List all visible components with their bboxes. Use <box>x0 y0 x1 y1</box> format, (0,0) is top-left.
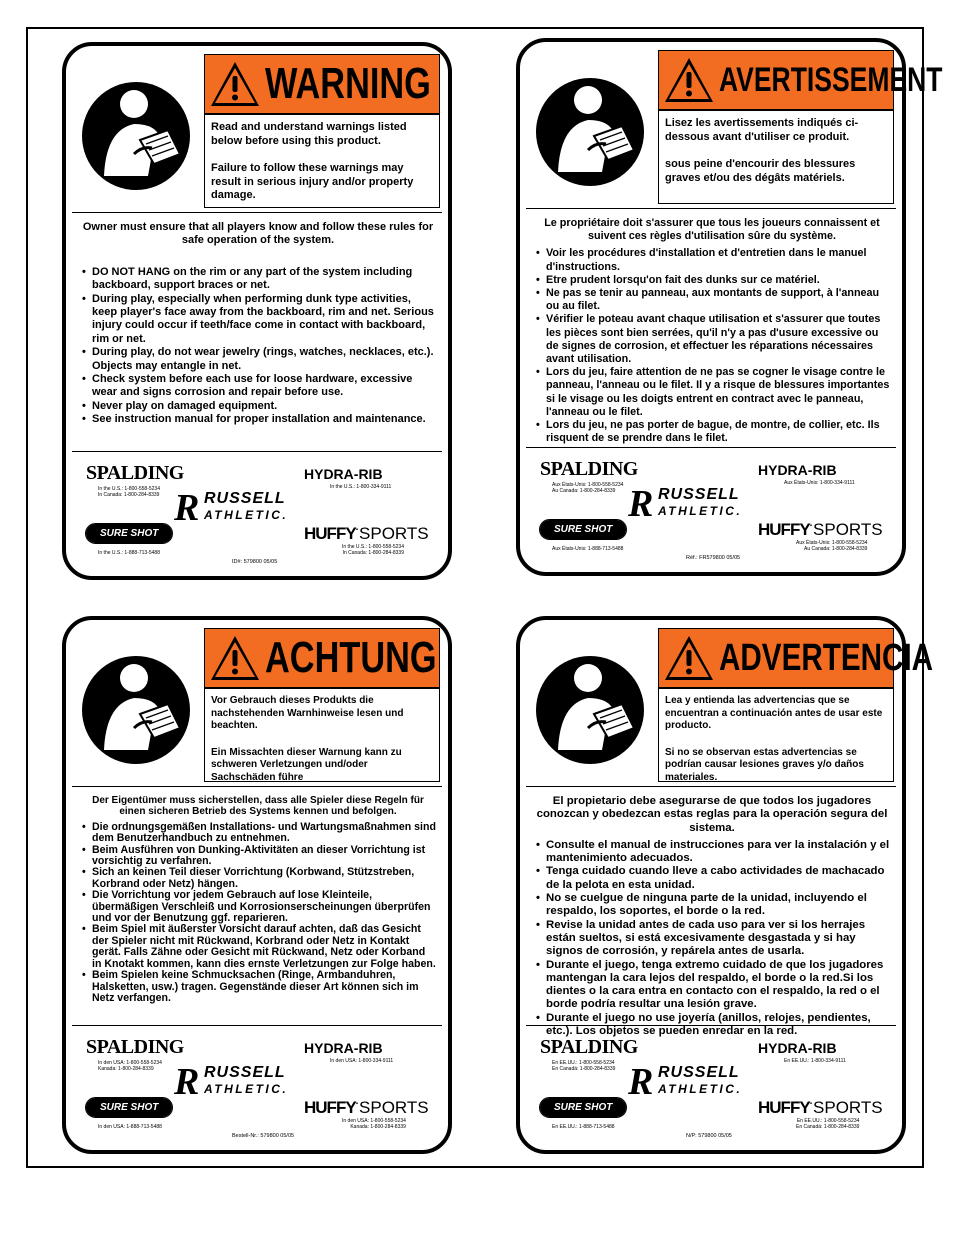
intro-paragraph: Lisez les avertissements indiqués ci-dessous avant d'utiliser ce produit. <box>665 117 859 143</box>
intro-paragraph: Lea y entienda las advertencias que se encuentran a continuación antes de usar este producto. <box>665 695 883 731</box>
rules-section <box>72 212 442 452</box>
rule-item: • See instruction manual for proper installation and maintenance. <box>80 413 436 426</box>
intro-paragraph: Read and understand warnings listed below before using this product. <box>211 121 407 147</box>
athletic-logo: ATHLETIC. <box>658 1082 743 1096</box>
brand-logos <box>72 1030 442 1144</box>
rule-item: • Beim Ausführen von Dunking-Aktivitäten an dieser Vorrichtung ist vorsichtig zu verfahren. <box>80 845 436 868</box>
rule-item: • During play, do not wear jewelry (rings, watches, necklaces, etc.). Objects may entangle in net. <box>80 346 436 373</box>
athletic-logo: ATHLETIC. <box>204 508 289 522</box>
spalding-logo: SPALDING <box>540 1036 638 1058</box>
intro-text <box>204 114 440 208</box>
brand-logos <box>72 456 442 570</box>
rule-item: • Durante el juego, tenga extremo cuidado de que los jugadores mantengan la cara lejos del respaldo, el borde o la red.Si los dientes o la cara entra en contacto con el respaldo, la red o el borde podría resultar una lesión grave. <box>534 959 890 1012</box>
huffy-phone: En EE.UU.: 1-800-558-5234 En Canadá: 1-800-284-8339 <box>796 1118 860 1130</box>
huffy-sports-logo: HUFFY·SPORTS <box>758 1098 883 1117</box>
russell-r-logo: R <box>174 1061 200 1103</box>
athletic-logo: ATHLETIC. <box>204 1082 289 1096</box>
sure-shot-logo: SURE SHOT <box>540 1098 626 1117</box>
part-number: N/P: 579800 05/05 <box>686 1133 732 1139</box>
rule-item: • DO NOT HANG on the rim or any part of the system including backboard, support braces or net. <box>80 266 436 293</box>
label-header <box>204 628 440 688</box>
athletic-logo: ATHLETIC. <box>658 504 743 518</box>
hydra-rib-phone: In den USA: 1-800-334-9111 <box>330 1058 394 1064</box>
rule-item: • Etre prudent lorsqu'on fait des dunks sur ce matériel. <box>534 274 890 287</box>
rule-item: • Sich an keinen Teil dieser Vorrichtung (Korbwand, Stützstreben, Korbrand oder Netz) hängen. <box>80 867 436 890</box>
russell-logo: RUSSELL <box>658 1064 740 1081</box>
rules-lead: Owner must ensure that all players know and follow these rules for safe operation of the system. <box>82 221 434 247</box>
sure-shot-phone: En EE.UU.: 1-888-713-5488 <box>552 1124 615 1130</box>
rule-item: • Lors du jeu, faire attention de ne pas se cogner le visage contre le panneau, l'anneau ou le filet. Il y a risque de blessures importantes si le visage ou les doigts entrent en contract avec le panneau, l'anneau ou le filet. <box>534 366 890 419</box>
rules-section <box>526 786 896 1038</box>
rules-section <box>526 208 896 448</box>
hydra-rib-phone: En EE.UU.: 1-800-334-9111 <box>784 1058 846 1064</box>
label-title: AVERTISSEMENT <box>719 61 943 99</box>
huffy-phone: Aux États-Unis: 1-800-558-5234 Au Canada: 1-800-284-8339 <box>796 540 868 552</box>
warning-label-1 <box>516 38 943 576</box>
part-number: ID#: 579800 05/05 <box>232 559 278 565</box>
sure-shot-logo: SURE SHOT <box>86 1098 172 1117</box>
spalding-phone: En EE.UU.: 1-800-558-5234 En Canadá: 1-800-284-8339 <box>552 1060 616 1072</box>
russell-logo: RUSSELL <box>204 1064 286 1081</box>
rules-list <box>80 822 436 1005</box>
read-manual-icon <box>76 54 200 206</box>
hydra-rib-logo: HYDRA-RIB <box>304 1040 383 1056</box>
rule-item: • During play, especially when performing dunk type activities, keep player's face away from the backboard, rim and net. Serious injury could occur if teeth/face come in contact with backboard, rim or net. <box>80 293 436 347</box>
part-number: Réf.: FR579800 05/05 <box>686 555 741 561</box>
read-manual-icon <box>530 50 654 202</box>
rule-item: • Voir les procédures d'installation et d'entretien dans le manuel d'instructions. <box>534 247 890 273</box>
hydra-rib-logo: HYDRA-RIB <box>758 462 837 478</box>
rule-item: • Lors du jeu, ne pas porter de bague, de montre, de collier, etc. Ils risquent de se prendre dans le filet. <box>534 419 890 445</box>
warning-label-2 <box>62 616 452 1154</box>
sure-shot-phone: In den USA: 1-888-713-5488 <box>98 1124 162 1130</box>
warning-triangle-icon <box>209 60 261 108</box>
warning-triangle-icon <box>663 634 715 682</box>
hydra-rib-phone: Aux États-Unis: 1-800-334-9111 <box>784 480 855 486</box>
rule-item: • Durante el juego no use joyería (anillos, relojes, pendientes, etc.). Los objetos se pueden enredar en la red. <box>534 1012 890 1039</box>
intro-text <box>658 110 894 204</box>
russell-logo: RUSSELL <box>204 490 286 507</box>
hydra-rib-logo: HYDRA-RIB <box>758 1040 837 1056</box>
rule-item: • Die ordnungsgemäßen Installations- und Wartungsmaßnahmen sind dem Benutzerhandbuch zu entnehmen. <box>80 822 436 845</box>
rule-item: • Consulte el manual de instrucciones para ver la instalación y el mantenimiento adecuados. <box>534 839 890 866</box>
rules-lead: Der Eigentümer muss sicherstellen, dass alle Spieler diese Regeln für einen sicheren Betrieb des Systems kennen und befolgen. <box>92 795 424 818</box>
rules-list <box>534 247 890 445</box>
huffy-phone: In the U.S.: 1-800-558-5234 In Canada: 1-800-284-8339 <box>342 544 404 556</box>
russell-r-logo: R <box>628 483 654 525</box>
rule-item: • Never play on damaged equipment. <box>80 400 436 413</box>
brand-logos <box>526 1030 896 1144</box>
rule-item: • Beim Spielen keine Schmucksachen (Ringe, Armbanduhren, Halsketten, usw.) tragen. Gegenstände dieser Art können sich im Netz verfangen. <box>80 970 436 1004</box>
intro-text <box>204 688 440 782</box>
rule-item: • Tenga cuidado cuando lleve a cabo actividades de machacado de la pelota en esta unidad. <box>534 865 890 892</box>
intro-paragraph: Vor Gebrauch dieses Produkts die nachstehenden Warnhinweise lesen und beachten. <box>211 695 404 731</box>
intro-paragraph: Si no se observan estas advertencias se podrían causar lesiones graves y/o daños materiales. <box>665 746 864 783</box>
warning-triangle-icon <box>663 56 715 104</box>
spalding-phone: In den USA: 1-800-558-5234 Kanada: 1-800-284-8339 <box>98 1060 162 1072</box>
read-manual-icon <box>530 628 654 780</box>
huffy-sports-logo: HUFFY·SPORTS <box>758 520 883 539</box>
rule-item: • No se cuelgue de ninguna parte de la unidad, incluyendo el respaldo, los soportes, el borde o la red. <box>534 892 890 919</box>
label-title: ADVERTENCIA <box>719 637 934 679</box>
rule-item: • Die Vorrichtung vor jedem Gebrauch auf lose Kleinteile, übermäßigen Verschleiß und Korrosionserscheinungen überprüfen und vor der Benutzung ggf. reparieren. <box>80 890 436 924</box>
rules-section <box>72 786 442 1026</box>
rules-list <box>80 266 436 427</box>
huffy-sports-logo: HUFFY·SPORTS <box>304 524 429 543</box>
rules-lead: El propietario debe asegurarse de que todos los jugadores conozcan y obedezcan estas reglas para la operación segura del sistema. <box>536 795 888 834</box>
rules-lead: Le propriétaire doit s'assurer que tous les joueurs connaissent et suivent ces règles d'utilisation sûre du système. <box>544 217 880 243</box>
rules-list <box>534 839 890 1038</box>
russell-r-logo: R <box>628 1061 654 1103</box>
warning-label-0 <box>62 42 452 580</box>
russell-logo: RUSSELL <box>658 486 740 503</box>
warning-triangle-icon <box>209 634 261 682</box>
sure-shot-logo: SURE SHOT <box>86 524 172 543</box>
hydra-rib-phone: In the U.S.: 1-800-334-9111 <box>330 484 392 490</box>
read-manual-icon <box>76 628 200 780</box>
sure-shot-logo: SURE SHOT <box>540 520 626 539</box>
spalding-phone: In the U.S.: 1-800-558-5234 In Canada: 1-800-284-8339 <box>98 486 160 498</box>
russell-r-logo: R <box>174 487 200 529</box>
intro-paragraph: Ein Missachten dieser Warnung kann zu schweren Verletzungen und/oder Sachschäden führe <box>211 746 402 783</box>
spalding-logo: SPALDING <box>86 462 184 484</box>
sure-shot-phone: In the U.S.: 1-888-713-5488 <box>98 550 160 556</box>
intro-paragraph: sous peine d'encourir des blessures graves et/ou des dégâts matériels. <box>665 158 856 184</box>
huffy-sports-logo: HUFFY·SPORTS <box>304 1098 429 1117</box>
hydra-rib-logo: HYDRA-RIB <box>304 466 383 482</box>
label-title: WARNING <box>265 59 431 108</box>
intro-paragraph: Failure to follow these warnings may result in serious injury and/or property damage. <box>211 162 414 201</box>
spalding-logo: SPALDING <box>86 1036 184 1058</box>
label-title: ACHTUNG <box>265 633 437 682</box>
label-header <box>658 50 943 110</box>
spalding-logo: SPALDING <box>540 458 638 480</box>
rule-item: • Revise la unidad antes de cada uso para ver si los herrajes están sueltos, si está excesivamente desgastada y si hay signos de corrosión, y repárela antes de usarla. <box>534 919 890 959</box>
part-number: Bestell-Nr.: 579800 05/05 <box>232 1133 295 1139</box>
sure-shot-phone: Aux États-Unis: 1-888-713-5488 <box>552 546 624 552</box>
brand-logos <box>526 452 896 566</box>
rule-item: • Check system before each use for loose hardware, excessive wear and signs corrosion and repair before use. <box>80 373 436 400</box>
rule-item: • Ne pas se tenir au panneau, aux montants de support, à l'anneau ou au filet. <box>534 287 890 313</box>
spalding-phone: Aux États-Unis: 1-800-558-5234 Au Canada: 1-800-284-8339 <box>552 482 624 494</box>
rule-item: • Vérifier le poteau avant chaque utilisation et s'assurer que toutes les pièces sont bien serrées, qu'il n'y a pas d'usure excessive ou de signes de corrosion, et effectuer les réparations nécessaires avant utilisation. <box>534 313 890 366</box>
rule-item: • Beim Spiel mit äußerster Vorsicht darauf achten, daß das Gesicht der Spieler nicht mit Rückwand, Korbrand oder Netz in Kontakt gerät. Falls Zähne oder Gesicht mit Rückwand, Netz oder Korband in Knotakt kommen, kann dies ernste Verletzungen zur Folge haben. <box>80 924 436 970</box>
huffy-phone: In den USA: 1-800-558-5234 Kanada: 1-800-284-8339 <box>342 1118 406 1130</box>
label-header <box>204 54 440 114</box>
warning-label-3 <box>516 616 934 1154</box>
label-header <box>658 628 934 688</box>
intro-text <box>658 688 894 782</box>
